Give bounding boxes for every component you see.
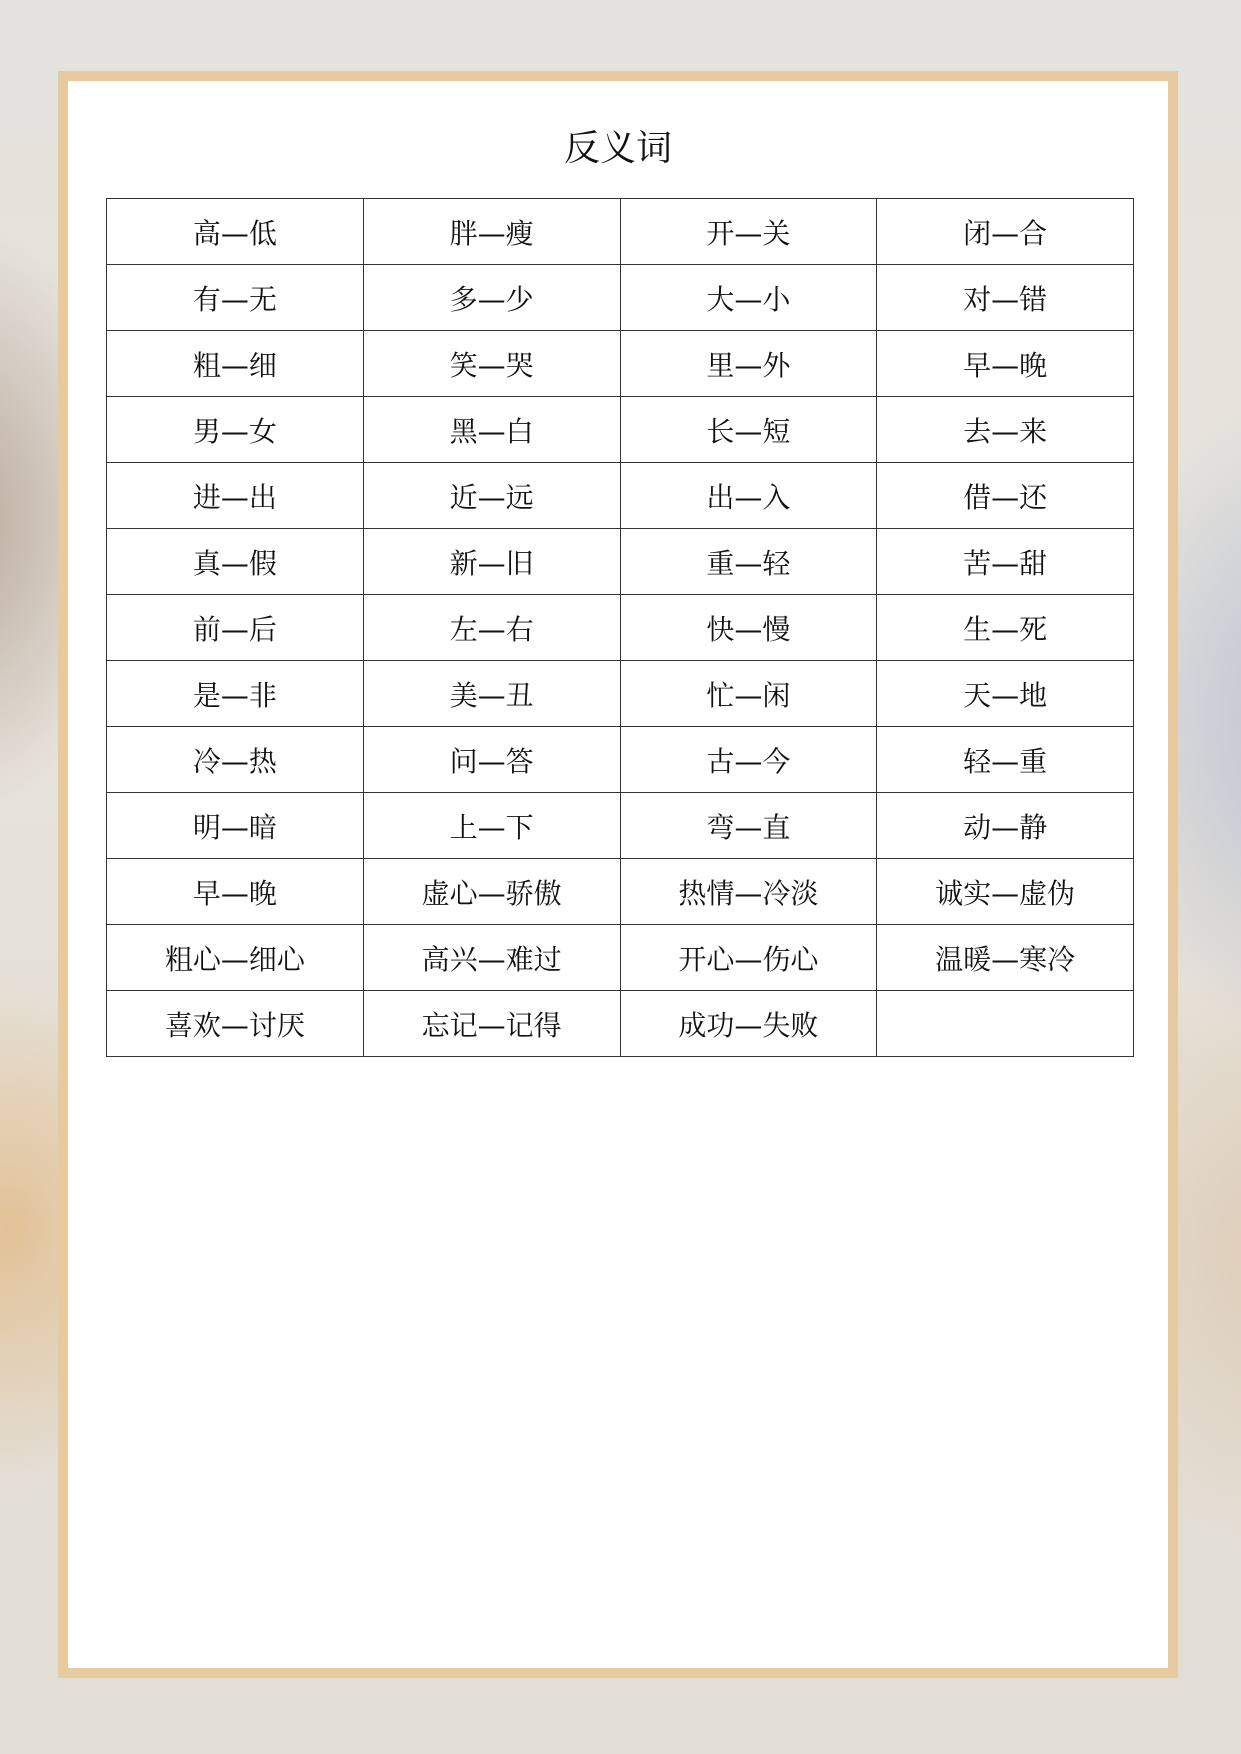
antonym-pair-cell: 诚实—虚伪 bbox=[877, 859, 1134, 925]
antonym-pair-cell: 古—今 bbox=[620, 727, 877, 793]
antonym-pair-cell: 近—远 bbox=[363, 463, 620, 529]
antonym-pair-cell: 早—晚 bbox=[877, 331, 1134, 397]
page-title: 反义词 bbox=[563, 128, 672, 169]
table-row bbox=[107, 661, 1134, 727]
antonym-pair-cell: 温暖—寒冷 bbox=[877, 925, 1134, 991]
antonym-table bbox=[106, 198, 1134, 1057]
antonym-pair-cell: 大—小 bbox=[620, 265, 877, 331]
table-row bbox=[107, 199, 1134, 265]
antonym-pair-cell: 重—轻 bbox=[620, 529, 877, 595]
antonym-pair-cell: 弯—直 bbox=[620, 793, 877, 859]
antonym-pair-cell: 对—错 bbox=[877, 265, 1134, 331]
antonym-pair-cell: 上—下 bbox=[363, 793, 620, 859]
antonym-pair-cell: 男—女 bbox=[107, 397, 364, 463]
antonym-pair-cell: 快—慢 bbox=[620, 595, 877, 661]
antonym-pair-cell: 前—后 bbox=[107, 595, 364, 661]
antonym-pair-cell: 问—答 bbox=[363, 727, 620, 793]
antonym-pair-cell bbox=[877, 991, 1134, 1057]
antonym-pair-cell: 明—暗 bbox=[107, 793, 364, 859]
antonym-pair-cell: 高—低 bbox=[107, 199, 364, 265]
antonym-pair-cell: 多—少 bbox=[363, 265, 620, 331]
antonym-pair-cell: 生—死 bbox=[877, 595, 1134, 661]
table-row bbox=[107, 331, 1134, 397]
antonym-pair-cell: 美—丑 bbox=[363, 661, 620, 727]
antonym-pair-cell: 左—右 bbox=[363, 595, 620, 661]
antonym-pair-cell: 早—晚 bbox=[107, 859, 364, 925]
page-frame bbox=[58, 71, 1178, 1678]
table-row bbox=[107, 595, 1134, 661]
antonym-pair-cell: 借—还 bbox=[877, 463, 1134, 529]
antonym-pair-cell: 闭—合 bbox=[877, 199, 1134, 265]
antonym-pair-cell: 出—入 bbox=[620, 463, 877, 529]
document-page bbox=[68, 81, 1168, 1668]
antonym-pair-cell: 苦—甜 bbox=[877, 529, 1134, 595]
antonym-pair-cell: 成功—失败 bbox=[620, 991, 877, 1057]
antonym-pair-cell: 冷—热 bbox=[107, 727, 364, 793]
antonym-pair-cell: 去—来 bbox=[877, 397, 1134, 463]
antonym-pair-cell: 忘记—记得 bbox=[363, 991, 620, 1057]
antonym-pair-cell: 忙—闲 bbox=[620, 661, 877, 727]
antonym-pair-cell: 高兴—难过 bbox=[363, 925, 620, 991]
antonym-pair-cell: 粗心—细心 bbox=[107, 925, 364, 991]
table-row bbox=[107, 727, 1134, 793]
table-row bbox=[107, 793, 1134, 859]
table-row bbox=[107, 859, 1134, 925]
antonym-pair-cell: 动—静 bbox=[877, 793, 1134, 859]
table-row bbox=[107, 463, 1134, 529]
table-row bbox=[107, 529, 1134, 595]
antonym-pair-cell: 黑—白 bbox=[363, 397, 620, 463]
antonym-pair-cell: 新—旧 bbox=[363, 529, 620, 595]
antonym-pair-cell: 开—关 bbox=[620, 199, 877, 265]
antonym-pair-cell: 进—出 bbox=[107, 463, 364, 529]
antonym-pair-cell: 真—假 bbox=[107, 529, 364, 595]
antonym-pair-cell: 有—无 bbox=[107, 265, 364, 331]
table-row bbox=[107, 925, 1134, 991]
antonym-pair-cell: 长—短 bbox=[620, 397, 877, 463]
table-row bbox=[107, 397, 1134, 463]
antonym-pair-cell: 热情—冷淡 bbox=[620, 859, 877, 925]
antonym-pair-cell: 是—非 bbox=[107, 661, 364, 727]
antonym-table-body bbox=[107, 199, 1134, 1057]
antonym-pair-cell: 粗—细 bbox=[107, 331, 364, 397]
antonym-pair-cell: 轻—重 bbox=[877, 727, 1134, 793]
antonym-pair-cell: 喜欢—讨厌 bbox=[107, 991, 364, 1057]
antonym-pair-cell: 天—地 bbox=[877, 661, 1134, 727]
antonym-pair-cell: 里—外 bbox=[620, 331, 877, 397]
table-row bbox=[107, 265, 1134, 331]
antonym-pair-cell: 开心—伤心 bbox=[620, 925, 877, 991]
antonym-pair-cell: 笑—哭 bbox=[363, 331, 620, 397]
antonym-pair-cell: 虚心—骄傲 bbox=[363, 859, 620, 925]
antonym-pair-cell: 胖—瘦 bbox=[363, 199, 620, 265]
table-row bbox=[107, 991, 1134, 1057]
